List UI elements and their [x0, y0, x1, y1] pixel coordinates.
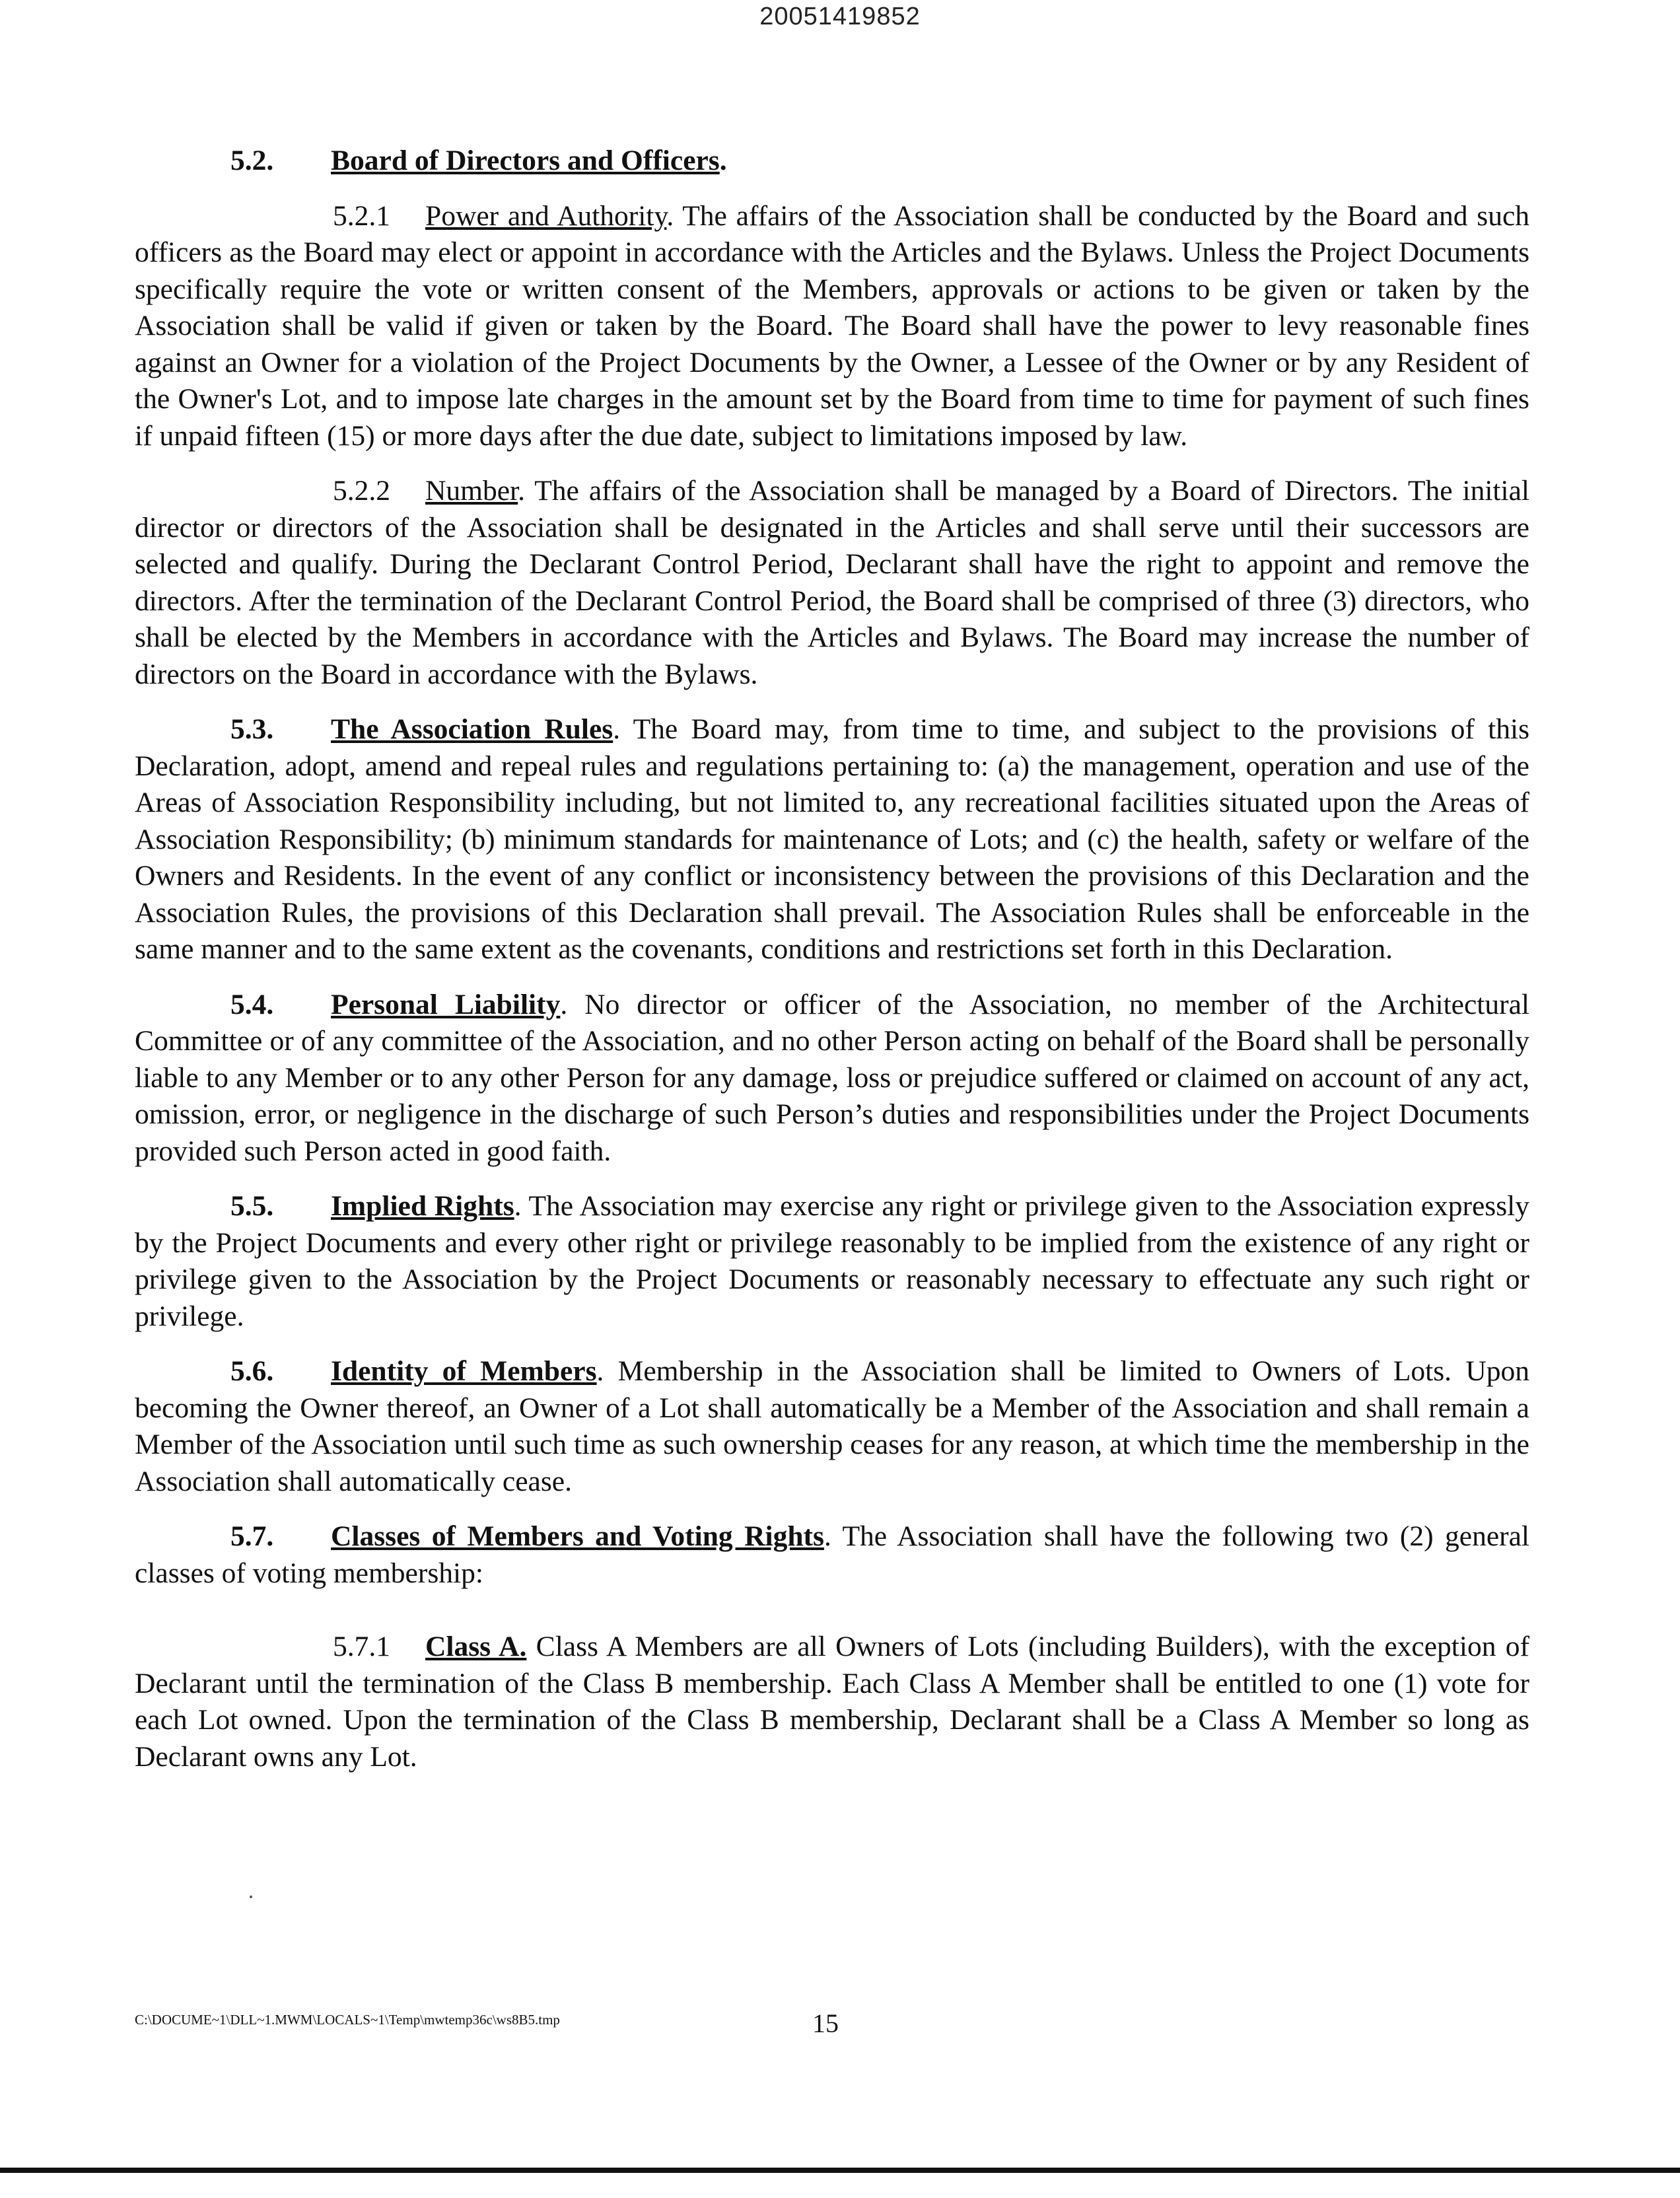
section-title: The Association Rules	[331, 713, 613, 745]
section-title-period: .	[719, 145, 727, 176]
document-number: 20051419852	[759, 3, 921, 30]
section-5-4	[135, 987, 1529, 1170]
section-text: . The Board may, from time to time, and subject to the provisions of this Declaration, adopt, amend and repeal rules and regulations pertaining to: (a) the management, operation and use of the Areas of Association Responsibility including, but not limited to, any recreational facilities situated upon the Areas of Association Responsibility; (b) minimum standards for maintenance of Lots; and (c) the health, safety or welfare of the Owners and Residents. In the event of any conflict or inconsistency between the provisions of this Declaration and the Association Rules, the provisions of this Declaration shall prevail. The Association Rules shall be enforceable in the same manner and to the same extent as the covenants, conditions and restrictions set forth in this Declaration.	[135, 713, 1529, 965]
subsection-title: Class A.	[425, 1631, 527, 1662]
subsection-5-2-2	[135, 473, 1529, 693]
section-number: 5.6.	[230, 1355, 274, 1387]
section-number: 5.7.	[230, 1520, 274, 1552]
section-number: 5.3.	[230, 713, 274, 745]
section-5-6	[135, 1353, 1529, 1500]
subsection-text: . The affairs of the Association shall be conducted by the Board and such officers as the Board may elect or appoint in accordance with the Articles and the Bylaws. Unless the Project Documents specifically require the vote or written consent of the Members, approvals or actions to be given or taken by the Association shall be valid if given or taken by the Board. The Board shall have the power to levy reasonable fines against an Owner for a violation of the Project Documents by the Owner, a Lessee of the Owner or by any Resident of the Owner's Lot, and to impose late charges in the amount set by the Board from time to time for payment of such fines if unpaid fifteen (15) or more days after the due date, subject to limitations imposed by law.	[135, 199, 1529, 452]
subsection-text: Class A Members are all Owners of Lots (including Builders), with the exception of Declarant until the termination of the Class B membership. Each Class A Member shall be entitled to one (1) vote for each Lot owned. Upon the termination of the Class B membership, Declarant shall be a Class A Member so long as Declarant owns any Lot.	[135, 1631, 1530, 1773]
section-number: 5.5.	[230, 1190, 274, 1222]
section-text: . Membership in the Association shall be limited to Owners of Lots. Upon becoming the Owner thereof, an Owner of a Lot shall automatically be a Member of the Association and shall remain a Member of the Association until such time as such ownership ceases for any reason, at which time the membership in the Association shall automatically cease.	[135, 1355, 1529, 1497]
subsection-text: . The affairs of the Association shall be managed by a Board of Directors. The initial director or directors of the Association shall be designated in the Articles and shall serve until their successors are selected and qualify. During the Declarant Control Period, Declarant shall have the right to appoint and remove the directors. After the termination of the Declarant Control Period, the Board shall be comprised of three (3) directors, who shall be elected by the Members in accordance with the Articles and Bylaws. The Board may increase the number of directors on the Board in accordance with the Bylaws.	[135, 475, 1529, 690]
section-title: Implied Rights	[331, 1190, 514, 1222]
section-5-7	[135, 1518, 1529, 1592]
scan-speck	[250, 1896, 252, 1898]
subsection-5-7-1	[135, 1629, 1529, 1775]
page-number: 15	[812, 2008, 839, 2038]
section-number: 5.4.	[230, 988, 274, 1020]
subsection-number: 5.7.1	[333, 1631, 390, 1662]
section-5-2-heading	[135, 143, 1529, 180]
section-text: . No director or officer of the Association, no member of the Architectural Committee or of any committee of the Association, and no other Person acting on behalf of the Board shall be personally liable to any Member or to any other Person for any damage, loss or prejudice suffered or claimed on account of any act, omission, error, or negligence in the discharge of such Person’s duties and responsibilities under the Project Documents provided such Person acted in good faith.	[135, 988, 1529, 1167]
section-5-3	[135, 711, 1529, 968]
subsection-number: 5.2.2	[333, 475, 390, 507]
section-title: Personal Liability	[331, 988, 561, 1020]
footer-file-path: C:\DOCUME~1\DLL~1.MWM\LOCALS~1\Temp\mwtemp36c\ws8B5.tmp	[135, 2012, 560, 2028]
subsection-title: Number	[425, 475, 518, 507]
subsection-number: 5.2.1	[333, 199, 390, 232]
section-title: Identity of Members	[331, 1355, 597, 1387]
section-text: . The Association shall have the following two (2) general classes of voting membership:	[135, 1520, 1530, 1589]
bottom-scan-rule	[0, 2168, 1680, 2173]
section-5-5	[135, 1188, 1529, 1335]
subsection-title: Power and Authority	[425, 199, 667, 232]
section-text: . The Association may exercise any right or privilege given to the Association expressly by the Project Documents and every other right or privilege reasonably to be implied from the existence of any right or privilege given to the Association by the Project Documents or reasonably necessary to effectuate any such right or privilege.	[135, 1190, 1529, 1332]
section-title: Board of Directors and Officers	[331, 145, 720, 176]
subsection-5-2-1	[135, 198, 1529, 455]
section-title: Classes of Members and Voting Rights	[331, 1520, 824, 1552]
page-body	[135, 143, 1529, 1794]
section-number: 5.2.	[230, 145, 274, 176]
